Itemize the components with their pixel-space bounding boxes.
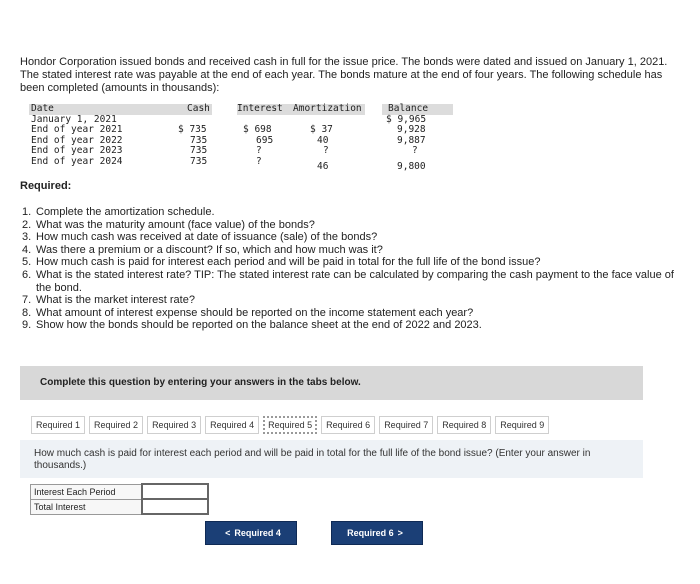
- tab-required-8[interactable]: Required 8: [437, 416, 491, 434]
- row-balance: 9,800: [397, 161, 426, 172]
- question-number: 4.: [22, 243, 32, 256]
- tab-required-2[interactable]: Required 2: [89, 416, 143, 434]
- chevron-left-icon: <: [225, 528, 231, 538]
- question-item: [22, 231, 687, 244]
- required-tabs: [31, 416, 549, 434]
- answer-cell: [142, 484, 208, 499]
- question-number: 6.: [22, 268, 32, 281]
- prev-button-label: Required 4: [234, 528, 281, 538]
- question-text: What was the maturity amount (face value) of the bonds?: [36, 218, 315, 231]
- tab-required-4[interactable]: Required 4: [205, 416, 259, 434]
- interest-each-period-input[interactable]: [143, 486, 207, 498]
- row-date: End of year 2022: [31, 134, 123, 146]
- col-header-interest: Interest: [237, 103, 283, 114]
- total-interest-input[interactable]: [143, 501, 207, 513]
- row-amortization: $ 37: [310, 124, 333, 135]
- question-item: [22, 269, 687, 294]
- row-date: January 1, 2021: [31, 113, 117, 125]
- chevron-right-icon: >: [397, 528, 403, 538]
- row-amortization: ?: [323, 145, 329, 156]
- tab-required-3[interactable]: Required 3: [147, 416, 201, 434]
- row-cash: 735: [190, 134, 208, 146]
- question-number: 2.: [22, 218, 32, 231]
- question-text: What is the market interest rate?: [36, 294, 195, 307]
- tab-required-7[interactable]: Required 7: [379, 416, 433, 434]
- next-required-button[interactable]: [331, 521, 423, 545]
- question-list: [22, 206, 687, 332]
- row-interest: $ 698: [243, 124, 272, 135]
- question-number: 5.: [22, 256, 32, 269]
- row-interest: ?: [256, 145, 262, 156]
- answer-cell: [142, 499, 208, 514]
- row-balance: 9,928: [397, 124, 426, 135]
- question-item: [22, 307, 687, 320]
- col-header-amortization: Amortization: [293, 103, 362, 114]
- question-text: Was there a premium or a discount? If so, which and how much was it?: [36, 243, 383, 256]
- next-button-label: Required 6: [347, 528, 394, 538]
- answer-row: [31, 484, 209, 499]
- answer-row: [31, 499, 209, 514]
- row-date: End of year 2023: [31, 145, 123, 156]
- row-interest: 695: [256, 134, 274, 146]
- col-header-balance: Balance: [388, 103, 429, 114]
- question-item: [22, 219, 687, 232]
- question-number: 8.: [22, 306, 32, 319]
- row-amortization: 40: [317, 134, 329, 146]
- question-text: What amount of interest expense should be reported on the income statement each year?: [36, 306, 474, 319]
- col-header-date: Date: [31, 103, 54, 114]
- required-heading: Required:: [20, 180, 72, 192]
- question-item: [22, 244, 687, 257]
- row-interest: ?: [256, 155, 262, 167]
- instructions-banner: Complete this question by entering your answers in the tabs below.: [20, 366, 643, 400]
- question-number: 1.: [22, 206, 32, 218]
- question-text: Show how the bonds should be reported on the balance sheet at the end of 2022 and 2023.: [36, 319, 482, 332]
- answer-label: Total Interest: [31, 499, 143, 514]
- prev-required-button[interactable]: [205, 521, 297, 545]
- answer-table: [30, 483, 209, 515]
- question-item: [22, 256, 687, 269]
- question-number: 7.: [22, 294, 32, 307]
- row-date: End of year 2021: [31, 124, 123, 135]
- row-cash: 735: [190, 155, 208, 167]
- tab-required-6[interactable]: Required 6: [321, 416, 375, 434]
- question-number: 3.: [22, 231, 32, 244]
- row-cash: $ 735: [178, 124, 207, 135]
- row-balance: $ 9,965: [386, 113, 427, 125]
- row-balance: 9,887: [397, 134, 426, 146]
- question-text: Complete the amortization schedule.: [36, 206, 215, 218]
- problem-intro: Hondor Corporation issued bonds and received cash in full for the issue price. The bonds were dated and issued on January 1, 2021. The stated interest rate was payable at the end of each year. The bonds mature at the end of four years. The following schedule has been completed (amounts in thousands):: [20, 56, 668, 94]
- row-cash: 735: [190, 145, 208, 156]
- tab-required-9[interactable]: Required 9: [495, 416, 549, 434]
- question-panel: [20, 440, 643, 478]
- row-amortization: 46: [317, 161, 329, 172]
- question-text: What is the stated interest rate? TIP: The stated interest rate can be calculated by comparing the cash payment to the face value of the bond.: [36, 268, 674, 294]
- question-number: 9.: [22, 319, 32, 332]
- col-header-cash: Cash: [187, 103, 210, 114]
- panel-question-text: How much cash is paid for interest each period and will be paid in total for the full life of the bond issue? (Enter your answer in thousands.): [34, 448, 591, 471]
- question-item: [22, 294, 687, 307]
- tab-required-1[interactable]: Required 1: [31, 416, 85, 434]
- question-text: How much cash was received at date of issuance (sale) of the bonds?: [36, 231, 378, 244]
- question-text: How much cash is paid for interest each period and will be paid in total for the full life of the bond issue?: [36, 256, 541, 269]
- tab-required-5[interactable]: Required 5: [263, 416, 317, 434]
- question-item: [22, 319, 687, 332]
- row-date: End of year 2024: [31, 155, 123, 167]
- answer-label: Interest Each Period: [31, 484, 143, 499]
- row-balance: ?: [412, 145, 418, 156]
- question-item: [22, 206, 687, 219]
